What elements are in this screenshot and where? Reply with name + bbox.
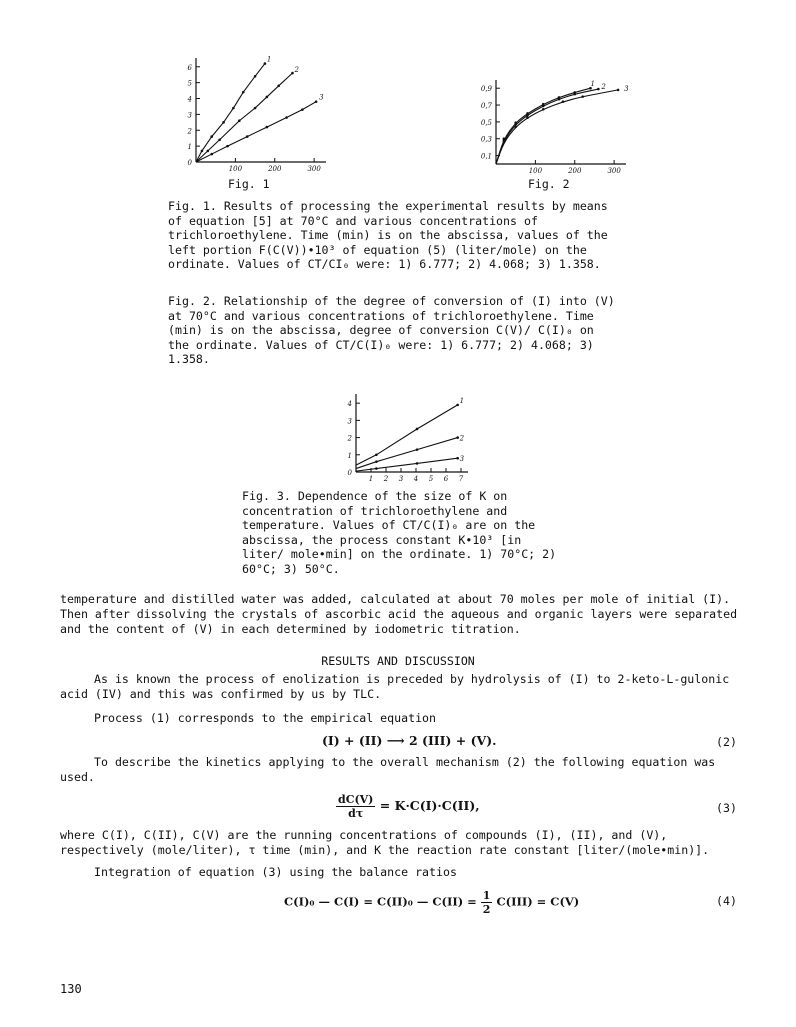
x-tick-label: 4 — [413, 475, 419, 483]
y-tick-label: 3 — [347, 417, 352, 426]
data-point — [416, 428, 419, 431]
data-point — [514, 126, 517, 129]
figure-3-caption: Fig. 3. Dependence of the size of K on concentration of trichloroethylene and temperature. Values of CT/C(I)₀ are on the abscissa, the process constant K•10³ [in liter/ mole•min] on the ordinate. 1) 70°C; 2) 60°C; 3) 50°C. — [242, 489, 557, 576]
equation-4-right: C(III) = C(V) — [496, 894, 580, 909]
page-number: 130 — [60, 982, 82, 996]
x-tick-label: 100 — [228, 165, 243, 173]
data-point — [226, 145, 229, 148]
data-point — [207, 150, 210, 153]
curve-label-3: 3 — [624, 84, 629, 93]
equation-3-rhs: = K·C(I)·C(II), — [379, 798, 480, 813]
y-tick-label: 4 — [347, 400, 352, 409]
x-tick-label: 200 — [268, 165, 282, 173]
x-tick-label: 3 — [398, 475, 404, 483]
data-point — [315, 100, 318, 103]
paragraph-1: temperature and distilled water was added, calculated at about 70 moles per mole of initial (I). Then after dissolving the crystals of ascorbic acid the aqueous and organic layers were separated and the content of (V) in each determined by iodometric titration. — [60, 592, 738, 637]
equation-3 — [336, 793, 480, 820]
figure-2-plot — [470, 80, 630, 180]
equation-4-number: (4) — [716, 894, 737, 908]
figure-1-caption: Fig. 1. Results of processing the experimental results by means of equation [5] at 70°C and various concentrations of trichloroethylene. Time (min) is on the abscissa, values of the left portion F(C(V))•10³ of equation (5) (liter/mole) on the ordinate. Values of CT/CI₀ were: 1) 6.777; 2) 4.068; 3) 1.358. — [168, 199, 608, 272]
data-point — [542, 105, 545, 108]
equation-4 — [284, 889, 579, 916]
data-point — [581, 95, 584, 98]
data-point — [266, 96, 269, 99]
data-point — [277, 85, 280, 88]
paragraph-2: As is known the process of enolization is preceded by hydrolysis of (I) to 2-keto-L-gulonic acid (IV) and this was confirmed by us by TLC. — [60, 672, 730, 702]
data-point — [416, 462, 419, 465]
y-tick-label: 0,5 — [480, 118, 492, 127]
figure-3 — [330, 394, 480, 486]
equation-3-fraction — [336, 793, 375, 820]
x-tick-label: 1 — [368, 475, 374, 483]
data-point — [210, 135, 213, 138]
y-tick-label: 4 — [187, 95, 192, 104]
data-point — [238, 119, 241, 122]
data-point — [210, 153, 213, 156]
data-point — [375, 467, 378, 470]
figure-2-caption: Fig. 2. Relationship of the degree of conversion of (I) into (V) at 70°C and various concentrations of trichloroethylene. Time (min) is on the abscissa, degree of conversion C(V)/ C(I)₀ on the ordinate. Values of CT/C(I)₀ were: 1) 6.777; 2) 4.068; 3) 1.358. — [168, 294, 615, 367]
data-point — [254, 75, 257, 78]
y-tick-label: 0,7 — [480, 102, 492, 111]
data-point — [222, 121, 225, 124]
data-point — [526, 116, 529, 119]
y-tick-label: 1 — [187, 143, 192, 152]
x-tick-label: 6 — [443, 475, 449, 483]
curve-label-1: 1 — [266, 55, 272, 64]
x-tick-label: 200 — [568, 167, 582, 175]
x-tick-label: 100 — [528, 167, 543, 175]
data-point — [375, 453, 378, 456]
equation-2-number: (2) — [716, 735, 737, 749]
series-line-3 — [196, 102, 316, 162]
series-line-2 — [496, 89, 598, 164]
equation-4-fraction-numerator: 1 — [482, 889, 491, 902]
y-tick-label: 0 — [187, 159, 192, 167]
data-point — [264, 62, 267, 65]
x-tick-label: 7 — [458, 475, 464, 483]
data-point — [562, 100, 565, 103]
data-point — [558, 98, 561, 101]
equation-3-denominator: dτ — [348, 807, 364, 820]
y-tick-label: 3 — [187, 111, 192, 120]
data-point — [218, 138, 221, 141]
x-tick-label: 2 — [383, 475, 389, 483]
y-tick-label: 5 — [187, 79, 192, 88]
series-line-1 — [496, 88, 591, 164]
equation-2: (I) + (II) ⟶ 2 (III) + (V). — [322, 733, 497, 748]
y-tick-label: 2 — [347, 434, 352, 443]
curve-label-2: 2 — [294, 66, 299, 75]
equation-4-fraction-denominator: 2 — [482, 903, 491, 916]
data-point — [285, 116, 288, 119]
data-point — [246, 135, 249, 138]
figure-1-label: Fig. 1 — [228, 177, 270, 191]
data-point — [416, 448, 419, 451]
series-line-1 — [356, 405, 458, 465]
data-point — [254, 107, 257, 110]
section-heading: RESULTS AND DISCUSSION — [321, 654, 475, 668]
data-point — [503, 141, 506, 144]
figure-1-plot — [168, 48, 338, 178]
y-tick-label: 2 — [187, 127, 192, 136]
paragraph-4: To describe the kinetics applying to the overall mechanism (2) the following equation was used. — [60, 755, 716, 785]
equation-4-left: C(I)₀ — C(I) = C(II)₀ — C(II) = — [284, 894, 481, 909]
data-point — [242, 91, 245, 94]
data-point — [514, 123, 517, 126]
curve-label-2: 2 — [459, 434, 465, 443]
y-tick-label: 0,9 — [480, 85, 492, 94]
x-tick-label: 5 — [428, 475, 434, 483]
curve-label-1: 1 — [590, 80, 595, 89]
curve-label-1: 1 — [459, 396, 465, 405]
y-tick-label: 0 — [347, 469, 352, 477]
equation-4-fraction — [481, 889, 493, 916]
data-point — [597, 88, 600, 91]
data-point — [291, 72, 294, 75]
data-point — [375, 460, 378, 463]
paragraph-5: where C(I), C(II), C(V) are the running concentrations of compounds (I), (II), and (V), respectively (mole/liter), τ time (min), and K the reaction rate constant [liter/(mole•min)]. — [60, 828, 710, 858]
figure-2 — [470, 80, 630, 180]
equation-3-numerator: dC(V) — [338, 793, 374, 806]
y-tick-label: 6 — [187, 63, 192, 72]
y-tick-label: 1 — [347, 451, 352, 460]
data-point — [617, 89, 620, 92]
x-tick-label: 300 — [607, 167, 621, 175]
series-line-1 — [196, 64, 265, 162]
data-point — [456, 436, 459, 439]
data-point — [526, 114, 529, 117]
figure-3-plot — [330, 394, 480, 486]
y-tick-label: 0,1 — [480, 152, 492, 161]
data-point — [573, 93, 576, 96]
series-line-3 — [356, 458, 458, 471]
series-line-2 — [356, 438, 458, 469]
figure-2-label: Fig. 2 — [528, 177, 570, 191]
curve-label-3: 3 — [459, 455, 465, 464]
data-point — [456, 457, 459, 460]
paragraph-6: Integration of equation (3) using the balance ratios — [94, 865, 457, 879]
equation-3-number: (3) — [716, 801, 737, 815]
data-point — [232, 107, 235, 110]
data-point — [266, 126, 269, 129]
data-point — [301, 108, 304, 111]
data-point — [201, 150, 204, 153]
x-tick-label: 300 — [307, 165, 321, 173]
curve-label-2: 2 — [601, 83, 606, 92]
figure-1 — [168, 48, 338, 178]
data-point — [456, 404, 459, 407]
curve-label-3: 3 — [319, 93, 324, 102]
paragraph-3: Process (1) corresponds to the empirical equation — [94, 711, 437, 725]
y-tick-label: 0,3 — [480, 135, 492, 144]
data-point — [542, 108, 545, 111]
